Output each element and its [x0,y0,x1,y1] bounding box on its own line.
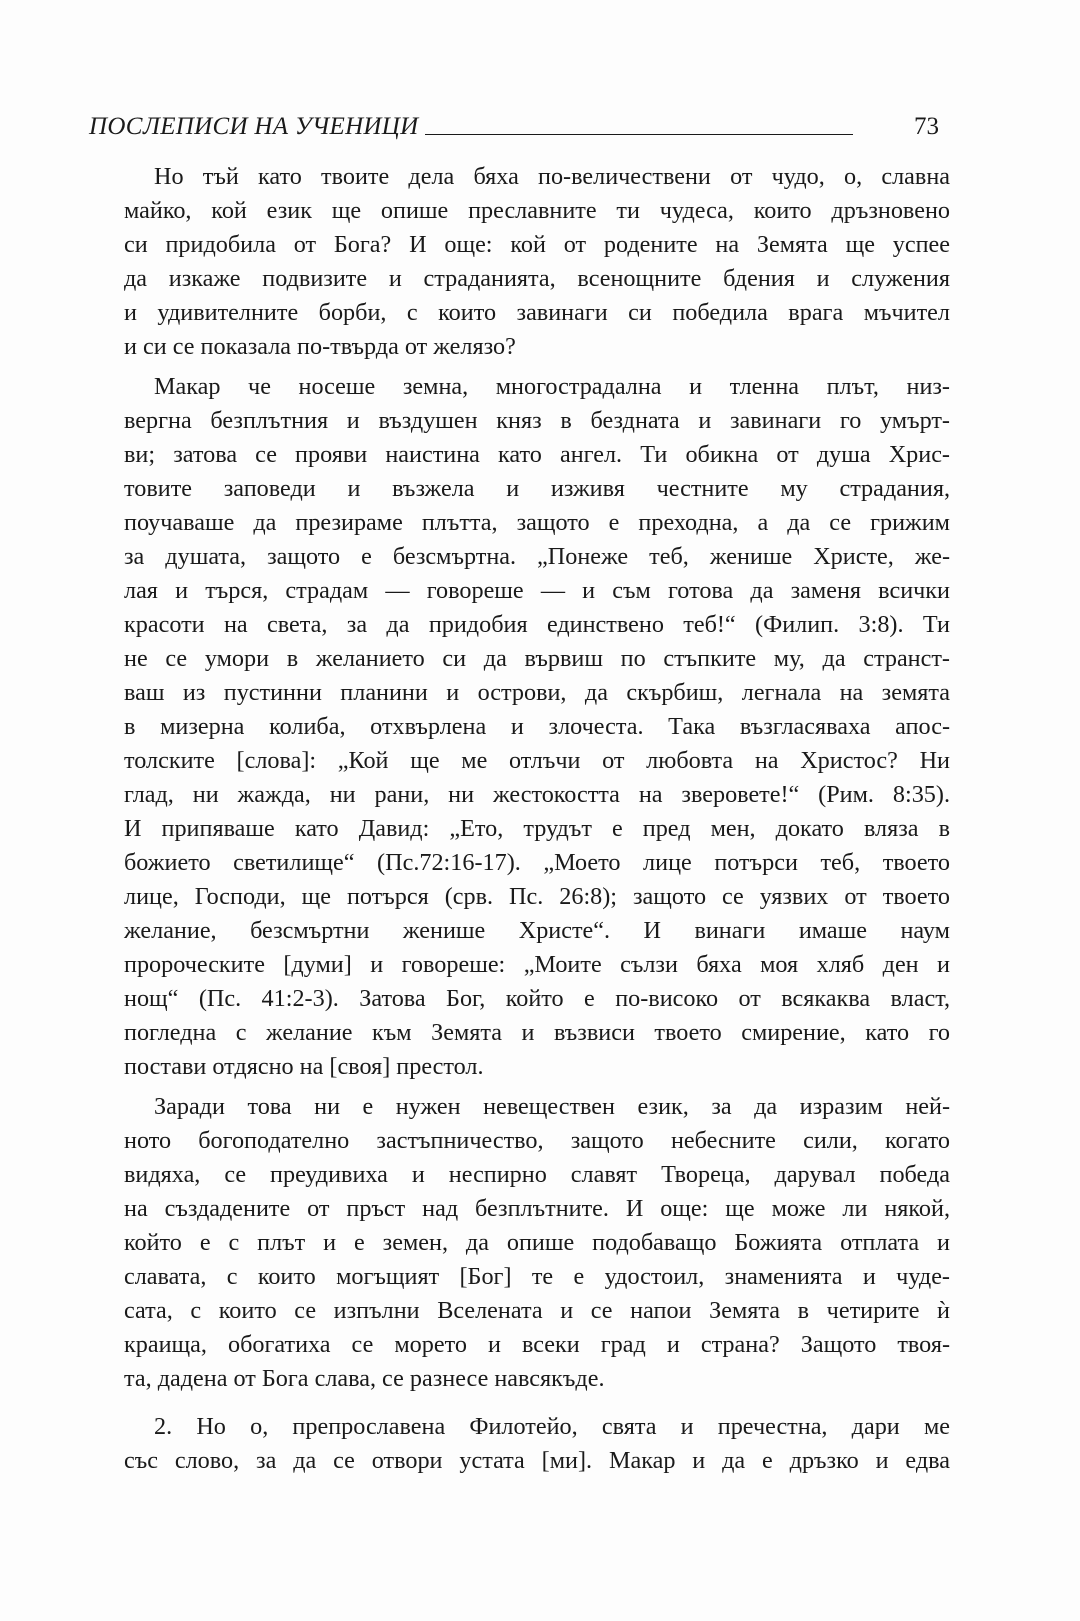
text-line: красоти на света, за да придобия единствено теб!“ (Филип. 3:8). Ти [124,611,950,638]
text-line: божието светилище“ (Пс.72:16-17). „Моето лице потърси теб, твоето [124,849,950,876]
text-line: който е с плът и е земен, да опише подобаващо Божията отплата и [124,1229,950,1256]
text-line: вергна безплътния и въздушен княз в бездната и завинаги го умърт- [124,407,950,434]
text-line: постави отдясно на [своя] престол. [124,1053,484,1080]
text-line: краища, обогатиха се морето и всеки град и страна? Защото твоя- [124,1331,950,1358]
text-line: Заради това ни е нужен невеществен език, за да изразим ней- [154,1093,950,1120]
text-line: лице, Господи, ще потърся (срв. Пс. 26:8); защото се уязвих от твоето [124,883,950,910]
running-header [89,103,939,139]
text-line: на създадените от пръст над безплътните. И още: ще може ли някой, [124,1195,950,1222]
text-line: сата, с които се изпълни Вселената и се напои Земята в четирите ѝ [124,1297,950,1324]
header-rule [425,134,853,135]
text-line: поучаваше да презираме плътта, защото е преходна, а да се грижим [124,509,950,536]
running-title: ПОСЛЕПИСИ НА УЧЕНИЦИ [89,113,419,140]
text-line: 2. Но о, препрославена Филотейо, свята и пречестна, дари ме [154,1413,950,1440]
text-line: и удивителните борби, с които завинаги си победила врага мъчител [124,299,950,326]
text-line: ното богоподателно застъпничество, защото небесните сили, когато [124,1127,950,1154]
paragraph [124,1090,950,1396]
text-line: видяха, се преудивиха и неспирно славят Твореца, дарувал победа [124,1161,950,1188]
text-line: със слово, за да се отвори устата [ми]. Макар и да е дръзко и едва [124,1447,950,1474]
text-line: Но тъй като твоите дела бяха по-величествени от чудо, о, славна [154,163,950,190]
text-line: ви; затова се прояви наистина като ангел. Ти обикна от душа Хрис- [124,441,950,468]
text-line: толските [слова]: „Кой ще ме отлъчи от любовта на Христос? Ни [124,747,950,774]
body-text [124,160,950,1478]
text-line: товите заповеди и възжела и изживя честните му страдания, [124,475,950,502]
page-number: 73 [914,113,939,140]
text-line: за душата, защото е безсмъртна. „Понеже теб, женише Христе, же- [124,543,950,570]
text-line: глад, ни жажда, ни рани, ни жестокостта на зверовете!“ (Рим. 8:35). [124,781,950,808]
text-line: та, дадена от Бога слава, се разнесе навсякъде. [124,1365,605,1392]
text-line: лая и търся, страдам — говореше — и съм готова да заменя всички [124,577,950,604]
paragraph [124,1410,950,1478]
text-line: в мизерна колиба, отхвърлена и злочеста. Така възгласяваха апос- [124,713,950,740]
text-line: ваш из пустинни планини и острови, да скърбиш, легнала на земята [124,679,950,706]
text-line: майко, кой език ще опише преславните ти чудеса, които дръзновено [124,197,950,224]
text-line: И припяваше като Давид: „Ето, трудът е пред мен, докато вляза в [124,815,950,842]
text-line: и си се показала по-твърда от желязо? [124,333,516,360]
text-line: славата, с които могъщият [Бог] те е удостоил, знаменията и чуде- [124,1263,950,1290]
paragraph [124,370,950,1084]
text-line: си придобила от Бога? И още: кой от родените на Земята ще успее [124,231,950,258]
paragraph [124,160,950,364]
text-line: да изкаже подвизите и страданията, всенощните бдения и служения [124,265,950,292]
text-line: желание, безсмъртни женише Христе“. И винаги имаше наум [124,917,950,944]
text-line: Макар че носеше земна, многострадална и тленна плът, низ- [154,373,950,400]
text-line: нощ“ (Пс. 41:2-3). Затова Бог, който е по-високо от всякаква власт, [124,985,950,1012]
text-line: погледна с желание към Земята и възвиси твоето смирение, като го [124,1019,950,1046]
text-line: пророческите [думи] и говореше: „Моите сълзи бяха моя хляб ден и [124,951,950,978]
text-line: не се умори в желанието си да вървиш по стъпките му, да странст- [124,645,950,672]
